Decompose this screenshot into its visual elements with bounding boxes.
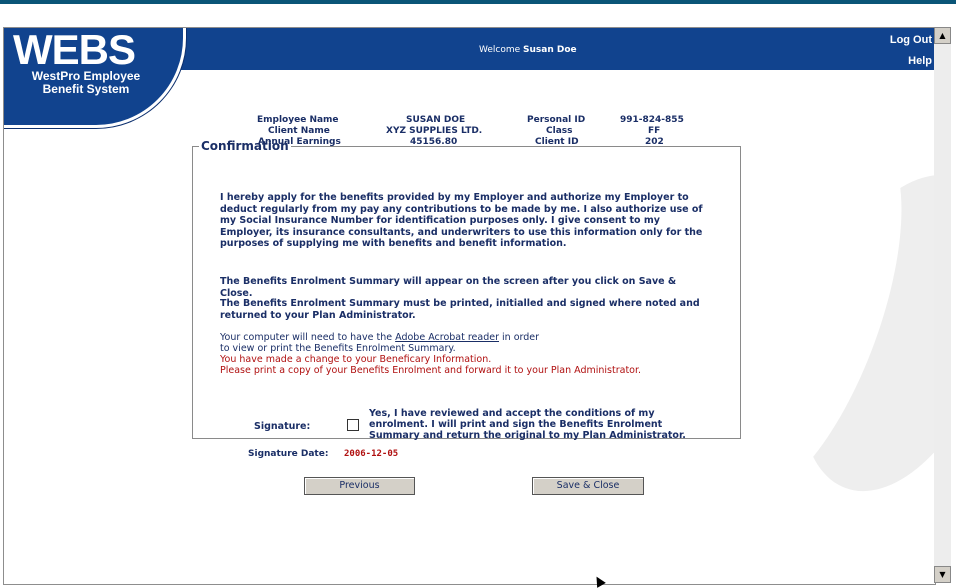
annual-earnings-label: Annual Earnings <box>258 137 341 147</box>
print-instructions: The Benefits Enrolment Summary must be printed, initialled and signed where noted and returned to your Plan Administrator. <box>220 298 700 321</box>
signature-checkbox[interactable] <box>347 419 359 431</box>
beneficiary-change-notice: You have made a change to your Beneficary Information. <box>220 354 492 365</box>
welcome-user: Susan Doe <box>523 45 577 55</box>
scroll-up-icon[interactable]: ▲ <box>934 27 951 44</box>
consent-paragraph: I hereby apply for the benefits provided by my Employer and authorize my Employer to deduct regularly from my pay any contributions to be made by me. I also authorize use of my Social Insurance Number for identification purposes only. I give consent to my Employer, its insurance consultants, and underwriters to use this information only for the purposes of supplying me with benefits and benefit information. <box>220 192 703 249</box>
personal-id-label: Personal ID <box>527 115 586 125</box>
top-band <box>0 0 956 4</box>
previous-button[interactable]: Previous <box>304 477 415 495</box>
logo-subtitle: WestPro Employee Benefit System <box>31 69 141 96</box>
client-id-label: Client ID <box>535 137 579 147</box>
class-value: FF <box>648 126 661 136</box>
confirmation-legend: Confirmation <box>201 139 289 153</box>
personal-id-value: 991-824-855 <box>620 115 684 125</box>
client-name-value: XYZ SUPPLIES LTD. <box>386 126 483 136</box>
help-link[interactable]: Help <box>908 55 932 67</box>
signature-date-value: 2006-12-05 <box>344 449 399 459</box>
client-id-value: 202 <box>645 137 664 147</box>
signature-text: Yes, I have reviewed and accept the conditions of my enrolment. I will print and sign the Benefits Enrolment Summary and return the original to my Plan Administrator. <box>369 408 686 441</box>
print-copy-notice: Please print a copy of your Benefits Enrolment and forward it to your Plan Administrator. <box>220 365 642 376</box>
signature-date-label: Signature Date: <box>248 449 329 459</box>
scroll-down-icon[interactable]: ▼ <box>934 566 951 583</box>
summary-notice: The Benefits Enrolment Summary will appear on the screen after you click on Save & Close. <box>220 276 677 299</box>
acrobat-notice: Your computer will need to have the Adobe Acrobat reader in order to view or print the Benefits Enrolment Summary. You have made a change to your Beneficary Information. Please print a copy of your Benefits Enrolment and forward it to your Plan Administrator. <box>220 332 642 376</box>
logout-link[interactable]: Log Out <box>889 34 932 46</box>
webs-logo <box>3 27 186 128</box>
logo-text: WEBS <box>13 27 135 73</box>
save-close-button[interactable]: Save & Close <box>532 477 644 495</box>
employee-name-label: Employee Name <box>257 115 339 125</box>
signature-label: Signature: <box>254 421 311 432</box>
welcome-message: Welcome Susan Doe <box>479 45 577 55</box>
client-name-label: Client Name <box>268 126 330 136</box>
vertical-scrollbar[interactable] <box>934 27 951 583</box>
class-label: Class <box>546 126 573 136</box>
employee-name-value: SUSAN DOE <box>406 115 466 125</box>
annual-earnings-value: 45156.80 <box>410 137 458 147</box>
adobe-acrobat-link[interactable]: Adobe Acrobat reader <box>395 332 499 343</box>
